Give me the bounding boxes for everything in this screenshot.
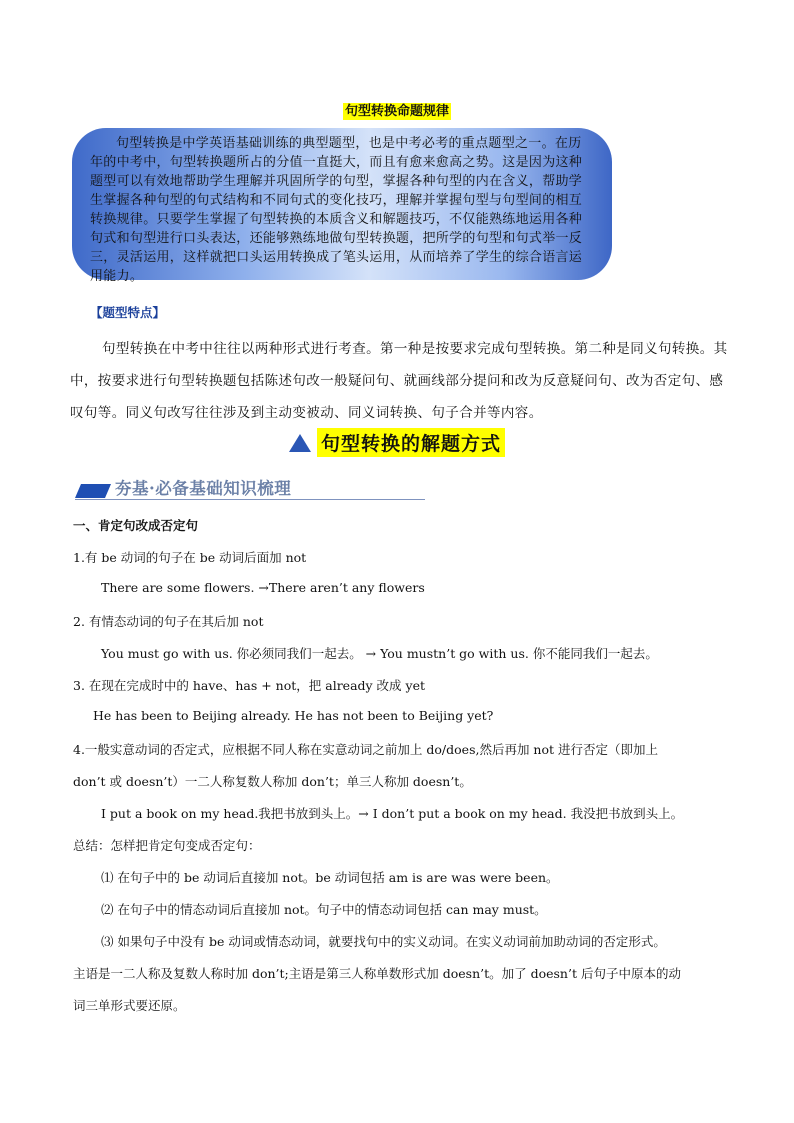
summary-heading: 总结：怎样把肯定句变成否定句： <box>73 838 261 853</box>
rule-2: 2. 有情态动词的句子在其后加 not <box>73 614 264 629</box>
summary-1: ⑴ 在句子中的 be 动词后直接加 not。be 动词包括 am is are was were been。 <box>101 870 559 885</box>
triangle-icon <box>289 434 311 452</box>
section-heading: 句型转换的解题方式 <box>0 428 794 457</box>
feature-label: 【题型特点】 <box>90 305 166 320</box>
example-4: I put a book on my head.我把书放到头上。→ I don’t put a book on my head. 我没把书放到头上。 <box>101 806 684 821</box>
rule-3: 3. 在现在完成时中的 have、has + not，把 already 改成 yet <box>73 678 426 693</box>
banner-underline <box>75 499 425 500</box>
document-title: 句型转换命题规律 <box>344 104 449 119</box>
rule-4-line-1: 4.一般实意动词的否定式，应根据不同人称在实意动词之前加上 do/does,然后再加 not 进行否定（即加上 <box>73 742 658 757</box>
section-banner: 夯基·必备基础知识梳理 <box>75 472 425 502</box>
rule-4-line-2: don’t 或 doesn’t）一二人称复数人称加 don’t；单三人称加 doesn’t。 <box>73 774 472 789</box>
summary-2: ⑵ 在句子中的情态动词后直接加 not。句子中的情态动词包括 can may must。 <box>101 902 547 917</box>
heading-negative: 一、肯定句改成否定句 <box>73 518 199 533</box>
example-3: He has been to Beijing already. He has not been to Beijing yet? <box>93 708 494 723</box>
summary-3-line-1: ⑶ 如果句子中没有 be 动词或情态动词，就要找句中的实义动词。在实义动词前加助动词的否定形式。 <box>101 934 666 949</box>
summary-3-line-2: 主语是一二人称及复数人称时加 don’t;主语是第三人称单数形式加 doesn’t。加了 doesn’t 后句子中原本的动 <box>73 966 681 981</box>
summary-3-line-3: 词三单形式要还原。 <box>73 998 186 1013</box>
banner-bar-icon <box>75 484 111 498</box>
feature-paragraph: 句型转换在中考中往往以两种形式进行考查。第一种是按要求完成句型转换。第二种是同义句转换。其中，按要求进行句型转换题包括陈述句改一般疑问句、就画线部分提问和改为反意疑问句、改为否定句、感叹句等。同义句改写往往涉及到主动变被动、同义词转换、句子合并等内容。 <box>70 341 728 421</box>
intro-callout: 句型转换是中学英语基础训练的典型题型，也是中考必考的重点题型之一。在历年的中考中，句型转换题所占的分值一直挺大，而且有愈来愈高之势。这是因为这种题型可以有效地帮助学生理解并巩固所学的句型，掌握各种句型的内在含义，帮助学生掌握各种句型的句式结构和不同句式的变化技巧，理解并掌握句型与句型间的相互转换规律。只要学生掌握了句型转换的本质含义和解题技巧，不仅能熟练地运用各种句式和句型进行口头表达，还能够熟练地做句型转换题，把所学的句型和句式举一反三，灵活运用，这样就把口头运用转换成了笔头运用，从而培养了学生的综合语言运用能力。 <box>72 128 612 280</box>
example-2: You must go with us. 你必须同我们一起去。 → You mustn’t go with us. 你不能同我们一起去。 <box>101 646 658 661</box>
example-1: There are some flowers. →There aren’t any flowers <box>101 580 425 595</box>
rule-1: 1.有 be 动词的句子在 be 动词后面加 not <box>73 550 307 565</box>
